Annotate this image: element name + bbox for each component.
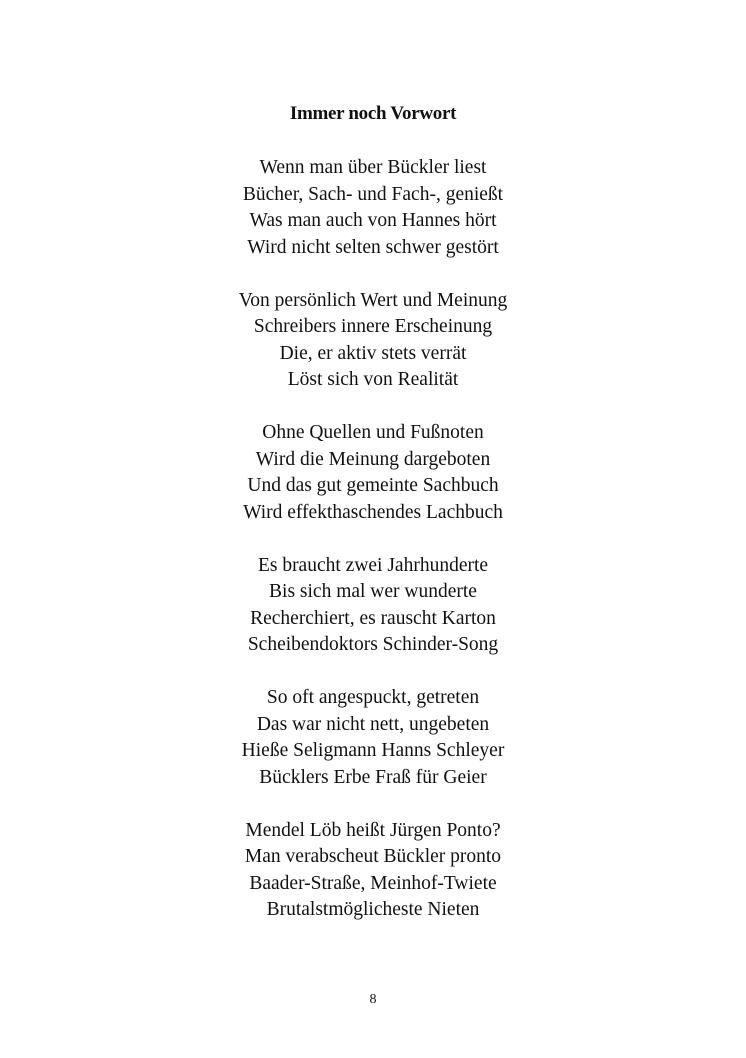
poem-line: Was man auch von Hannes hört (249, 210, 497, 231)
poem-line: Schreibers innere Erscheinung (253, 316, 493, 337)
poem-line: Wird effekthaschendes Lachbuch (243, 501, 503, 523)
stanza-6 (0, 818, 746, 924)
stanza-1 (0, 155, 746, 261)
poem-line: Recherchiert, es rauscht Karton (250, 607, 496, 629)
poem-line: Baader-Straße, Meinhof-Twiete (249, 872, 497, 894)
poem-line: Die, er aktiv stets verrät (279, 342, 467, 364)
poem (0, 155, 746, 950)
poem-line: Und das gut gemeinte Sachbuch (247, 475, 499, 496)
poem-line: Wird nicht selten schwer gestört (247, 236, 499, 258)
poem-line: So oft angespuckt, getreten (266, 687, 480, 708)
poem-line: Löst sich von Realität (287, 369, 459, 390)
stanza-5 (0, 685, 746, 791)
stanza-2 (0, 288, 746, 394)
poem-line: Es braucht zwei Jahrhunderte (257, 554, 489, 576)
poem-line: Bücher, Sach- und Fach-, genießt (242, 183, 504, 205)
page-title: Immer noch Vorwort (289, 103, 457, 124)
poem-line: Das war nicht nett, ungebeten (256, 713, 490, 735)
poem-line: Bücklers Erbe Fraß für Geier (259, 766, 487, 788)
poem-line: Von persönlich Wert und Meinung (238, 289, 508, 311)
poem-line: Hieße Seligmann Hanns Schleyer (241, 740, 505, 761)
poem-line: Bis sich mal wer wunderte (269, 581, 477, 602)
poem-line: Wird die Meinung dargeboten (255, 448, 491, 470)
poem-line: Mendel Löb heißt Jürgen Ponto? (245, 819, 501, 841)
poem-line: Brutalstmöglicheste Nieten (266, 899, 480, 920)
poem-line: Ohne Quellen und Fußnoten (262, 422, 484, 443)
poem-line: Man verabscheut Bückler pronto (244, 846, 502, 867)
stanza-3 (0, 420, 746, 526)
poem-line: Wenn man über Bückler liest (259, 157, 487, 178)
poem-line: Scheibendoktors Schinder-Song (247, 634, 499, 655)
page-number: 8 (369, 992, 377, 1007)
stanza-4 (0, 553, 746, 659)
